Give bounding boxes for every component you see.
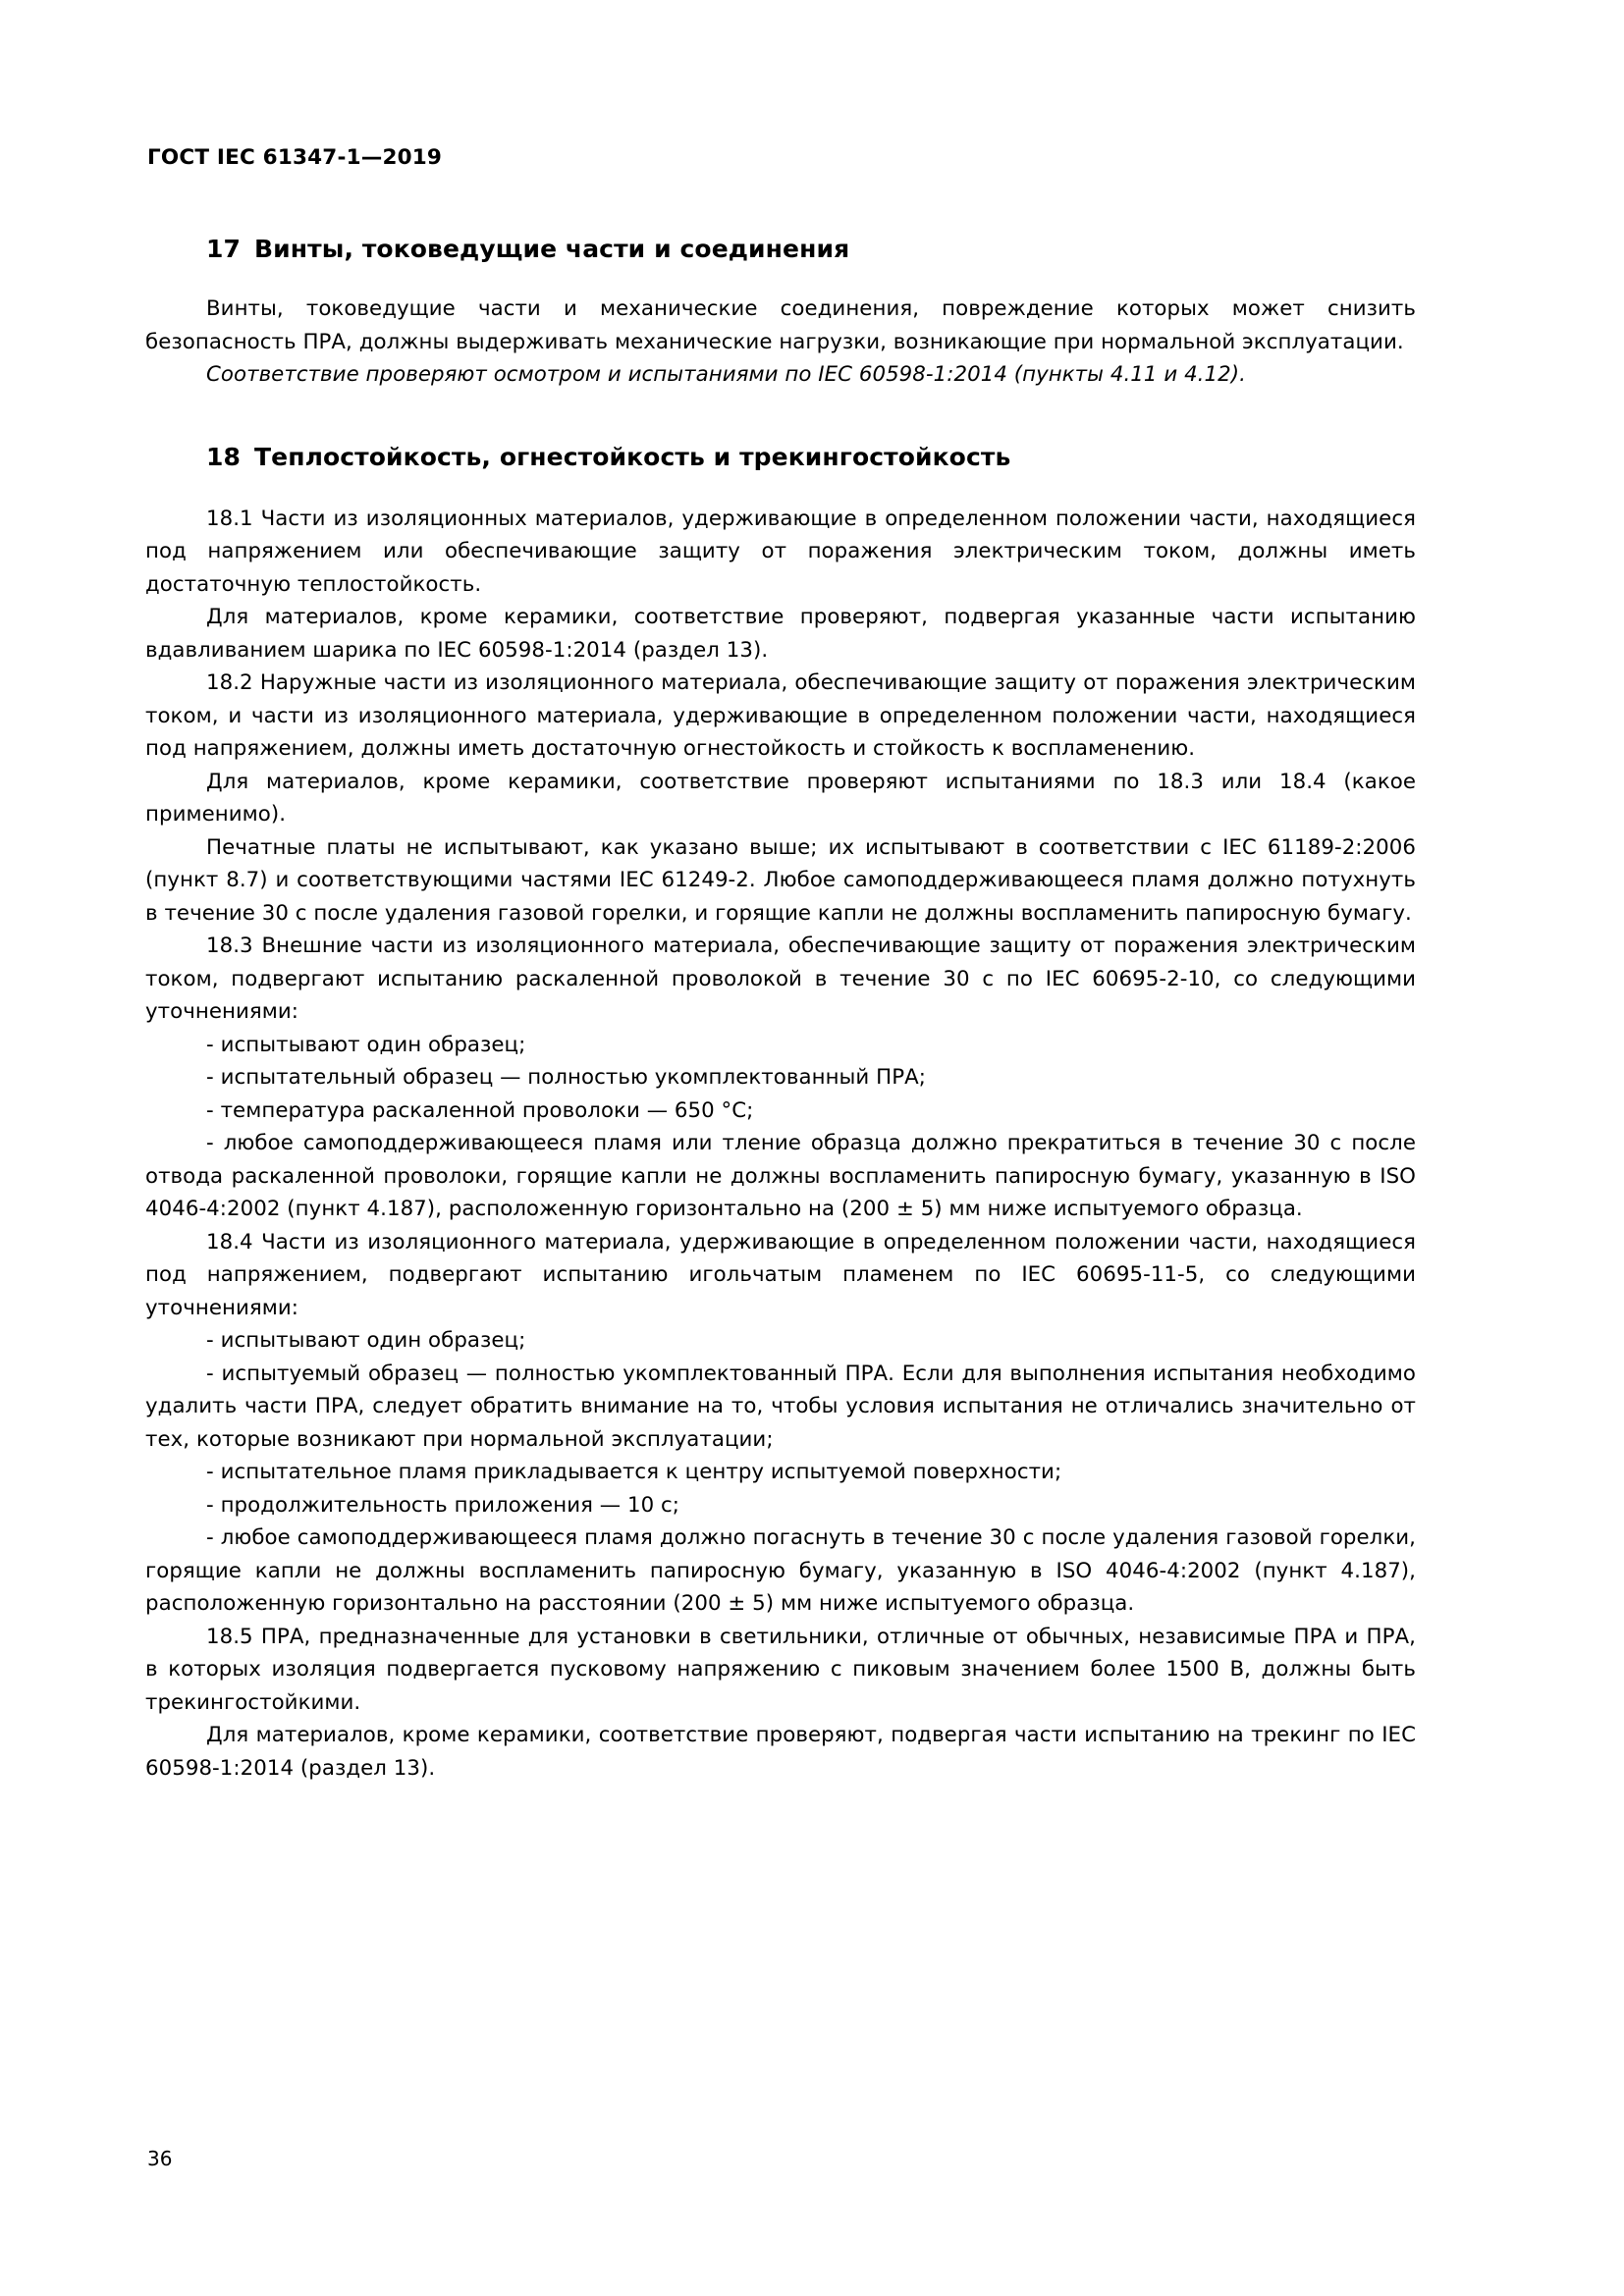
list-item: - испытывают один образец; — [206, 1328, 526, 1353]
list-item: - испытательный образец — полностью укомплектованный ПРА; — [206, 1065, 926, 1090]
section-number-17: 17 — [206, 235, 241, 263]
paragraph: Для материалов, кроме керамики, соответствие проверяют, подвергая части испытанию на трекинг по IEC 60598-1:2014 (раздел 13). — [145, 1723, 1416, 1781]
list-item: - продолжительность приложения — 10 с; — [206, 1492, 680, 1518]
list-item: - испытательное пламя прикладывается к центру испытуемой поверхности; — [206, 1460, 1062, 1484]
paragraph: 18.2 Наружные части из изоляционного материала, обеспечивающие защиту от поражения электрическим током, и части из изоляционного материала, удерживающие в определенном положении части, находящиеся под напряжением, должны иметь достаточную огнестойкость и стойкость к воспламенению. — [145, 670, 1416, 761]
paragraph: 18.4 Части из изоляционного материала, удерживающие в определенном положении части, находящиеся под напряжением, подвергают испытанию игольчатым пламенем по IEC 60695-11-5, со следующими уточнениями: — [145, 1229, 1416, 1320]
list-item: - испытуемый образец — полностью укомплектованный ПРА. Если для выполнения испытания необходимо удалить части ПРА, следует обратить внимание на то, чтобы условия испытания не отличались значительно от тех, которые возникают при нормальной эксплуатации; — [145, 1361, 1416, 1452]
paragraph: 18.5 ПРА, предназначенные для установки в светильники, отличные от обычных, независимые ПРА и ПРА, в которых изоляция подвергается пусковому напряжению с пиковым значением более 1500 В, должны быть трекингостойкими. — [145, 1624, 1416, 1715]
paragraph: Печатные платы не испытывают, как указано выше; их испытывают в соответствии с IEC 61189-2:2006 (пункт 8.7) и соответствующими частями IEC 61249-2. Любое самоподдерживающееся пламя должно потухнуть в течение 30 с после удаления газовой горелки, и горящие капли не должны воспламенить папиросную бумагу. — [145, 834, 1416, 926]
section-title-18: Теплостойкость, огнестойкость и трекингостойкость — [254, 442, 1011, 471]
list-item: - любое самоподдерживающееся пламя должно погаснуть в течение 30 с после удаления газовой горелки, горящие капли не должны воспламенить папиросную бумагу, указанную в ISO 4046-4:2002 (пункт 4.187), расположенную горизонтально на расстоянии (200 ± 5) мм ниже испытуемого образца. — [145, 1525, 1416, 1616]
page-header: ГОСТ IEC 61347-1—2019 — [147, 145, 443, 170]
list-item: - испытывают один образец; — [206, 1032, 526, 1057]
paragraph: Винты, токоведущие части и механические соединения, повреждение которых может снизить безопасность ПРА, должны выдерживать механические нагрузки, возникающие при нормальной эксплуатации. — [145, 296, 1416, 354]
section-number-18: 18 — [206, 442, 241, 471]
paragraph: Соответствие проверяют осмотром и испытаниями по IEC 60598-1:2014 (пункты 4.11 и 4.12). — [206, 362, 1246, 387]
page-number: 36 — [147, 2147, 173, 2170]
list-item: - любое самоподдерживающееся пламя или тление образца должно прекратиться в течение 30 с после отвода раскаленной проволоки, горящие капли не должны воспламенить папиросную бумагу, указанную в ISO 4046-4:2002 (пункт 4.187), расположенную горизонтально на (200 ± 5) мм ниже испытуемого образца. — [145, 1131, 1416, 1221]
section-heading-17 — [145, 235, 1416, 263]
paragraph: Для материалов, кроме керамики, соответствие проверяют, подвергая указанные части испытанию вдавливанием шарика по IEC 60598-1:2014 (раздел 13). — [145, 605, 1416, 663]
paragraph: 18.3 Внешние части из изоляционного материала, обеспечивающие защиту от поражения электрическим током, подвергают испытанию раскаленной проволокой в течение 30 с по IEC 60695-2-10, со следующими уточнениями: — [145, 934, 1416, 1024]
paragraph: 18.1 Части из изоляционных материалов, удерживающие в определенном положении части, находящиеся под напряжением или обеспечивающие защиту от поражения электрическим током, должны иметь достаточную теплостойкость. — [145, 506, 1416, 597]
section-heading-18 — [145, 443, 1416, 471]
paragraph: Для материалов, кроме керамики, соответствие проверяют испытаниями по 18.3 или 18.4 (какое применимо). — [145, 769, 1416, 827]
list-item: - температура раскаленной проволоки — 650 °С; — [206, 1097, 754, 1123]
section-title-17: Винты, токоведущие части и соединения — [254, 235, 850, 263]
